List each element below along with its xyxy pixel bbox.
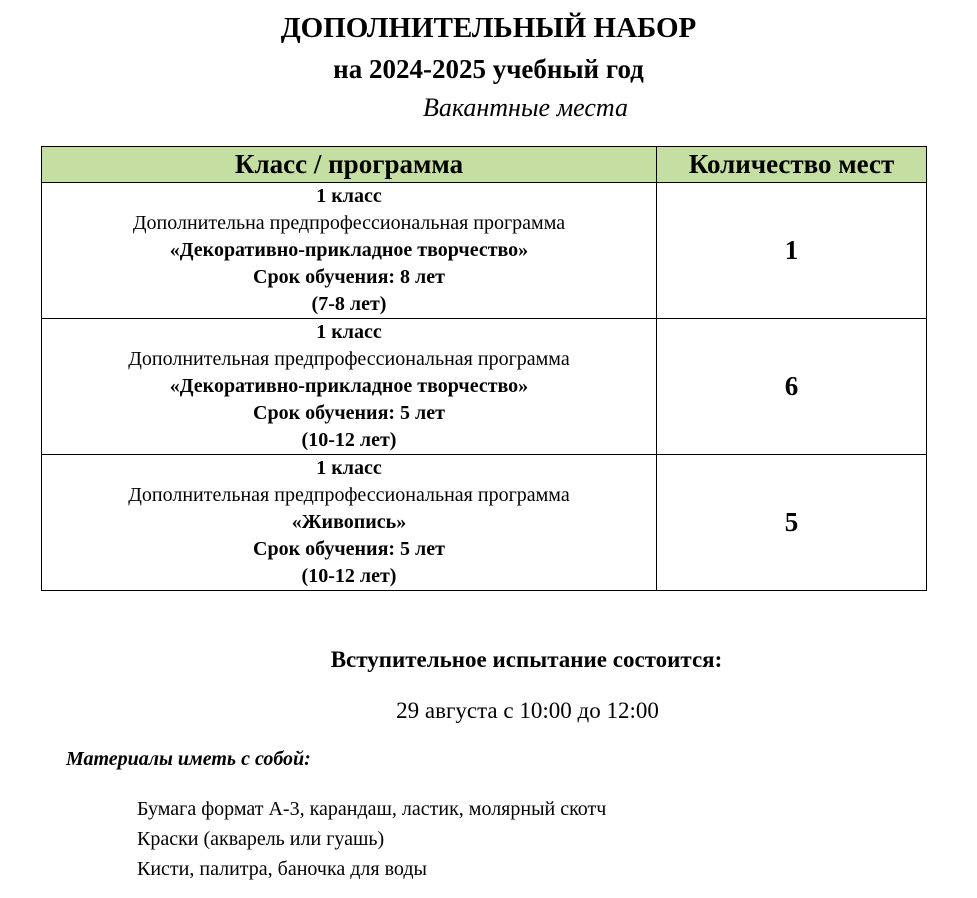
seats-count: 1 — [657, 183, 927, 319]
column-header-program: Класс / программа — [42, 147, 657, 183]
program-type: Дополнительная предпрофессиональная программа — [128, 484, 570, 506]
program-name: «Декоративно-прикладное творчество» — [169, 375, 529, 397]
seats-count: 6 — [657, 319, 927, 455]
seats-count: 5 — [657, 455, 927, 591]
age-range: (10-12 лет) — [301, 429, 397, 451]
class-label: 1 класс — [316, 185, 382, 207]
vacancy-table — [41, 146, 927, 591]
table-row — [42, 319, 927, 455]
program-cell — [42, 455, 657, 591]
study-term: Срок обучения: 5 лет — [253, 538, 445, 560]
program-name: «Живопись» — [291, 511, 407, 533]
study-term: Срок обучения: 8 лет — [253, 266, 445, 288]
page-title: ДОПОЛНИТЕЛЬНЫЙ НАБОР — [280, 12, 697, 44]
page-subtitle: на 2024-2025 учебный год — [333, 54, 644, 84]
materials-heading: Материалы иметь с собой: — [66, 748, 311, 770]
vacant-places-caption: Вакантные места — [422, 93, 629, 122]
age-range: (10-12 лет) — [301, 565, 397, 587]
table-header-row — [42, 147, 927, 183]
class-label: 1 класс — [316, 457, 382, 479]
table-row — [42, 183, 927, 319]
column-header-seats: Количество мест — [657, 147, 927, 183]
list-item: Кисти, палитра, баночка для воды — [137, 858, 427, 880]
program-cell — [42, 183, 657, 319]
class-label: 1 класс — [316, 321, 382, 343]
exam-heading: Вступительное испытание состоится: — [330, 647, 723, 672]
table-row — [42, 455, 927, 591]
program-type: Дополнительная предпрофессиональная программа — [128, 348, 570, 370]
list-item: Бумага формат А-3, карандаш, ластик, молярный скотч — [137, 798, 607, 820]
age-range: (7-8 лет) — [311, 293, 387, 315]
materials-list — [137, 794, 606, 884]
list-item: Краски (акварель или гуашь) — [137, 828, 385, 850]
program-cell — [42, 319, 657, 455]
program-type: Дополнительна предпрофессиональная программа — [132, 212, 566, 234]
study-term: Срок обучения: 5 лет — [253, 402, 445, 424]
exam-datetime: 29 августа с 10:00 до 12:00 — [396, 698, 659, 723]
program-name: «Декоративно-прикладное творчество» — [169, 239, 529, 261]
